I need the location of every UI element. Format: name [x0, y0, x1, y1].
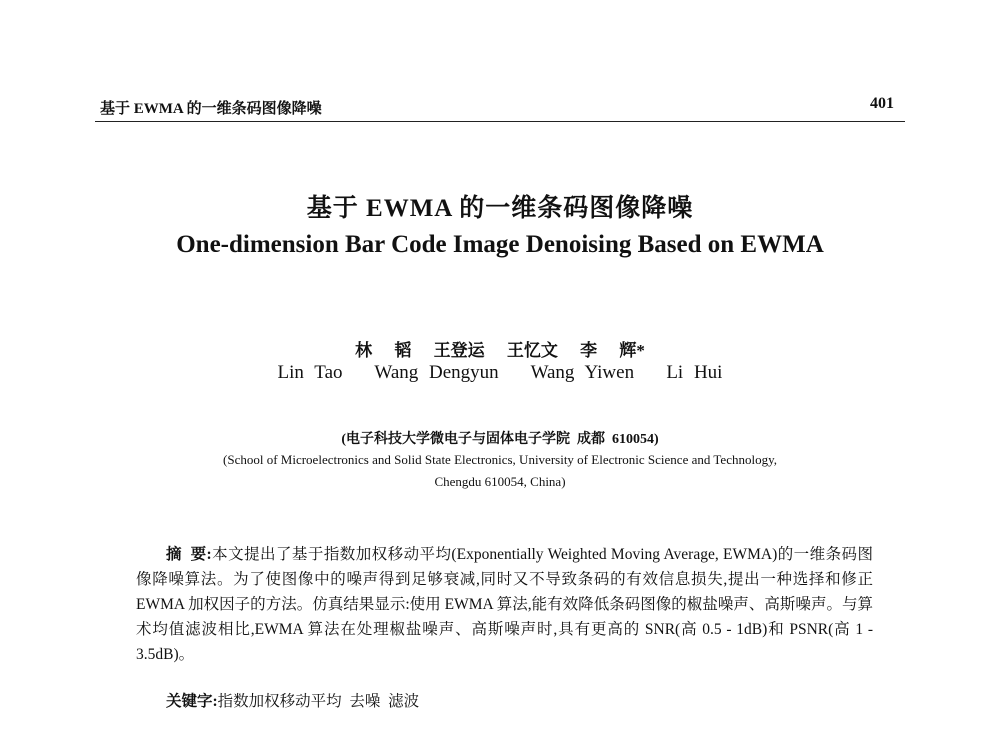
keywords — [166, 689, 419, 711]
abstract-text: 本文提出了基于指数加权移动平均(Exponentially Weighted Moving Average, EWMA)的一维条码图像降噪算法。为了使图像中的噪声得到足够衰减,同时又不导致条码的有效信息损失,提出一种选择和修正 EWMA 加权因子的方法。仿真结果显示:使用 EWMA 算法,能有效降低条码图像的椒盐噪声、高斯噪声。与算术均值滤波相比,EWMA 算法在处理椒盐噪声、高斯噪声时,具有更高的 SNR(高 0.5 - 1dB)和 PSNR(高 1 - 3.5dB)。 — [136, 546, 873, 663]
header-rule — [95, 121, 905, 122]
affiliation-chinese: (电子科技大学微电子与固体电子学院 成都 610054) — [341, 432, 659, 447]
authors-chinese: 林 韬 王登运 王忆文 李 辉* — [355, 341, 645, 360]
running-title: 基于 EWMA 的一维条码图像降噪 — [100, 101, 322, 117]
affiliation-english: (School of Microelectronics and Solid State Electronics, University of Electronic Science and Technology, — [223, 452, 777, 467]
paper-title-chinese: 基于 EWMA 的一维条码图像降噪 — [306, 195, 694, 222]
paper-title-english: One-dimension Bar Code Image Denoising Based on EWMA — [176, 231, 824, 258]
affiliation-city: Chengdu 610054, China) — [434, 474, 566, 489]
keywords-label: 关键字: — [166, 693, 218, 710]
keywords-text: 指数加权移动平均 去噪 滤波 — [217, 693, 420, 710]
page-number: 401 — [870, 95, 894, 112]
abstract — [136, 542, 873, 667]
authors-english: Lin Tao Wang Dengyun Wang Yiwen Li Hui — [277, 362, 723, 383]
abstract-label: 摘 要: — [166, 546, 212, 563]
